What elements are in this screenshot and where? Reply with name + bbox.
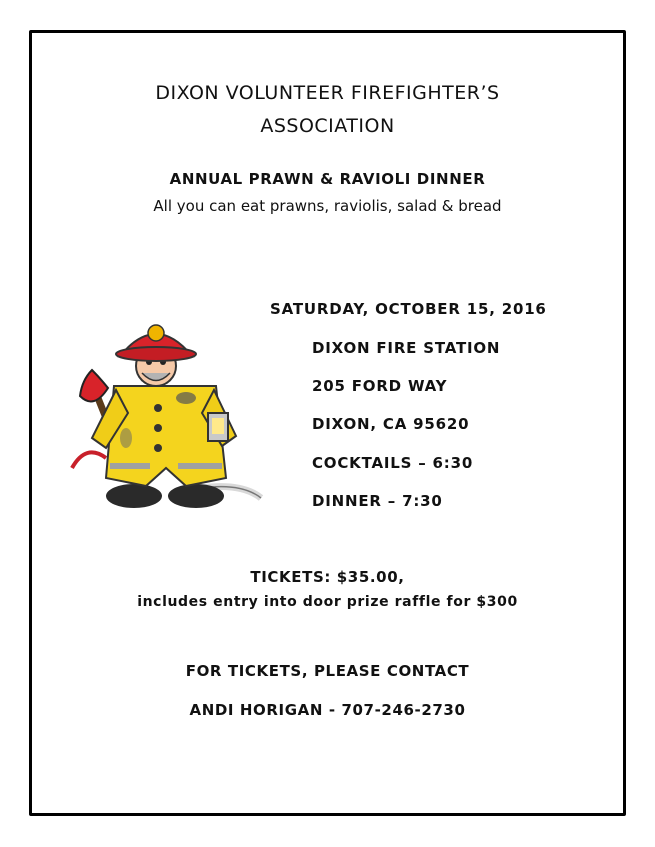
flyer-title-line1: DIXON VOLUNTEER FIREFIGHTER’S	[155, 82, 500, 104]
contact-heading: FOR TICKETS, PLEASE CONTACT	[185, 662, 470, 680]
event-cocktails-time: COCKTAILS – 6:30	[312, 454, 474, 472]
event-venue: DIXON FIRE STATION	[312, 339, 501, 357]
event-address: 205 FORD WAY	[312, 377, 448, 395]
contact-name-phone: ANDI HORIGAN - 707-246-2730	[189, 701, 466, 719]
event-dinner-time: DINNER – 7:30	[312, 492, 443, 510]
flyer-title-line2: ASSOCIATION	[260, 115, 395, 137]
tickets-note: includes entry into door prize raffle for $300	[137, 594, 518, 610]
firefighter-cartoon-icon	[66, 318, 266, 517]
tickets-price: TICKETS: $35.00,	[250, 568, 405, 586]
event-date: SATURDAY, OCTOBER 15, 2016	[270, 300, 547, 318]
event-city: DIXON, CA 95620	[312, 415, 470, 433]
event-description: All you can eat prawns, raviolis, salad & bread	[153, 197, 502, 215]
event-name: ANNUAL PRAWN & RAVIOLI DINNER	[169, 170, 486, 188]
